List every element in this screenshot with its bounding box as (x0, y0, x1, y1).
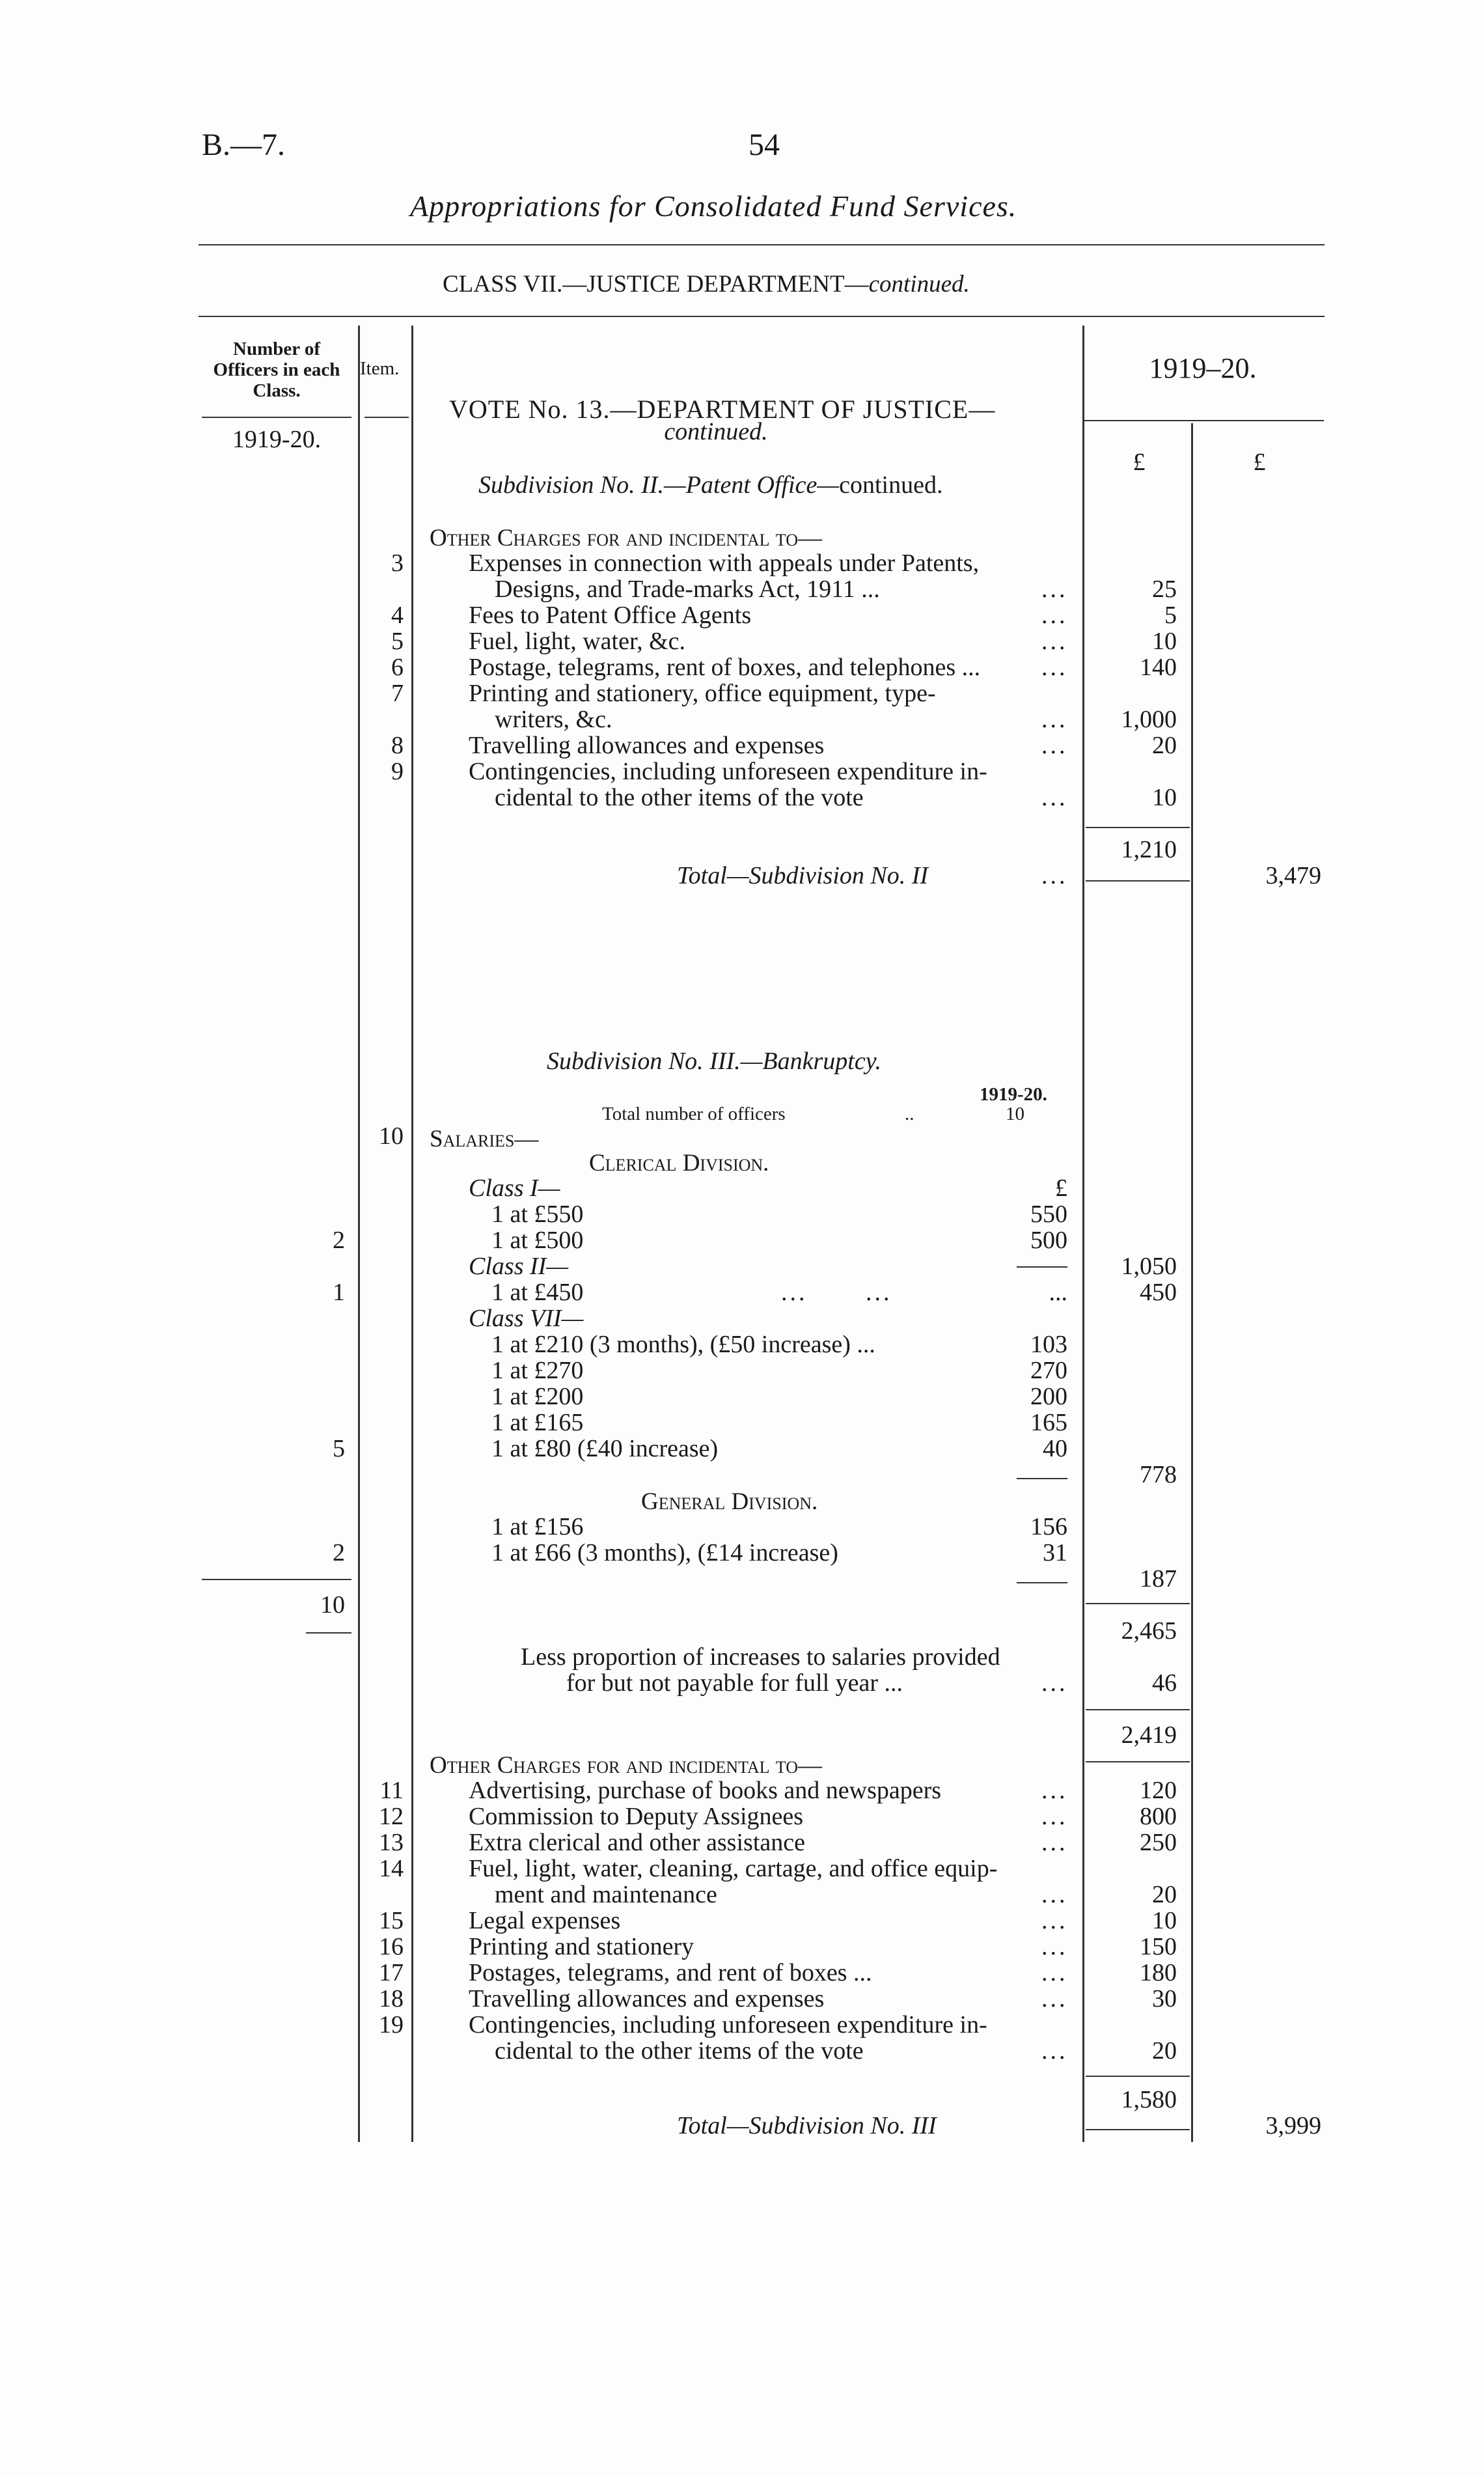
salary-row-label: 1 at £200 (491, 1383, 584, 1410)
leader-dots: ... (1041, 1829, 1068, 1856)
sub3-total-label: Total—Subdivision No. III (677, 2112, 937, 2139)
officers-column-header: Number of Officers in each Class. (213, 339, 340, 401)
net-salaries: 2,419 (1121, 1721, 1177, 1749)
item-amount: 140 (1140, 654, 1177, 681)
sub2-sum-rule (1086, 827, 1190, 828)
document-reference: B.—7. (202, 128, 286, 162)
subdivision-3-title: Subdivision No. III.—Bankruptcy. (547, 1048, 881, 1075)
sub3-officers-label: Total number of officers (602, 1104, 786, 1124)
less-proportion-amount: 46 (1152, 1669, 1177, 1697)
sub2-total-label: Total—Subdivision No. II (677, 862, 929, 889)
salaries-sum-rule (1086, 1603, 1190, 1604)
salary-row-label: 1 at £270 (491, 1357, 584, 1384)
salary-row-label: 1 at £156 (491, 1513, 584, 1540)
class-1-label: Class I— (469, 1175, 560, 1202)
sub3-salaries-item: 10 (379, 1122, 404, 1150)
leader-dots: ... (1041, 1803, 1068, 1830)
class-7-amount: 778 (1140, 1461, 1177, 1488)
sub3-year: 1919-20. (980, 1084, 1047, 1105)
general-amount: 187 (1140, 1565, 1177, 1593)
leader-dots: ... (1041, 2037, 1068, 2065)
leader-dots: ... (1041, 628, 1068, 655)
class-1-officers: 2 (333, 1227, 345, 1254)
salary-row-label: 1 at £66 (3 months), (£14 increase) (491, 1539, 838, 1566)
item-description-continued: cidental to the other items of the vote (495, 784, 864, 811)
less-proportion-line-1: Less proportion of increases to salaries provided (521, 1643, 1000, 1671)
sub3-total: 3,999 (1265, 2112, 1321, 2139)
salary-row-value: 200 (1030, 1383, 1067, 1410)
item-description: Postage, telegrams, rent of boxes, and telephones ... (469, 654, 981, 681)
sub3-sum-rule (1086, 2076, 1190, 2077)
class-7-officers: 5 (333, 1435, 345, 1462)
item-description: Fuel, light, water, cleaning, cartage, and office equip- (469, 1855, 998, 1882)
item-number: 13 (379, 1829, 404, 1856)
item-description: Postages, telegrams, and rent of boxes ... (469, 1959, 872, 1986)
item-number: 11 (379, 1777, 404, 1804)
sub3-salaries-label: Salaries— (430, 1126, 539, 1152)
sub3-sum: 1,580 (1121, 2086, 1177, 2113)
item-amount: 10 (1152, 784, 1177, 811)
item-amount: 250 (1140, 1829, 1177, 1856)
item-description: Advertising, purchase of books and newspapers (469, 1777, 942, 1804)
item-description: Extra clerical and other assistance (469, 1829, 805, 1856)
class-7-label: Class VII— (469, 1305, 584, 1332)
officers-total-rule-top (202, 1579, 351, 1580)
leader-dots: ... (1041, 576, 1068, 603)
officers-year-label: 1919-20. (232, 426, 322, 453)
year-header-rule (1084, 420, 1324, 421)
item-description: Fuel, light, water, &c. (469, 628, 686, 655)
item-amount: 120 (1140, 1777, 1177, 1804)
item-number: 8 (391, 732, 404, 759)
salary-row-value: 103 (1030, 1331, 1067, 1358)
leader-dots: ... (1041, 706, 1068, 733)
salary-row-value: 31 (1043, 1539, 1067, 1566)
item-description-continued: Designs, and Trade-marks Act, 1911 ... (495, 576, 880, 603)
item-amount: 1,000 (1121, 706, 1177, 733)
page-number: 54 (749, 128, 780, 162)
sub3-other-charges-heading: Other Charges for and incidental to— (430, 1752, 822, 1779)
item-amount: 20 (1152, 732, 1177, 759)
leader-dots: ... (1041, 1881, 1068, 1908)
item-amount: 5 (1164, 602, 1177, 629)
year-column-header: 1919–20. (1149, 352, 1257, 384)
item-description: Printing and stationery (469, 1933, 694, 1960)
table-top-rule (199, 316, 1325, 317)
item-number: 14 (379, 1855, 404, 1882)
item-number: 7 (391, 680, 404, 707)
item-description: Travelling allowances and expenses (469, 1985, 825, 2012)
leader-dots: ... (1041, 654, 1068, 681)
leader-dots: ... (1041, 1959, 1068, 1986)
item-number: 9 (391, 758, 404, 785)
item-amount: 20 (1152, 2037, 1177, 2065)
leader-dots: ... (1041, 1933, 1068, 1960)
general-officers: 2 (333, 1539, 345, 1566)
less-proportion-line-2: for but not payable for full year ... (566, 1669, 903, 1697)
item-description: Printing and stationery, office equipment, type- (469, 680, 936, 707)
general-rule (1017, 1582, 1067, 1583)
item-description: Contingencies, including unforeseen expenditure in- (469, 758, 987, 785)
salary-row-label: 1 at £550 (491, 1201, 584, 1228)
sub2-sum: 1,210 (1121, 836, 1177, 863)
item-number: 3 (391, 549, 404, 577)
column-divider-total (1191, 423, 1193, 2142)
leader-dots: ... (1041, 732, 1068, 759)
item-amount: 30 (1152, 1985, 1177, 2012)
item-amount: 10 (1152, 1907, 1177, 1934)
item-amount: 180 (1140, 1959, 1177, 1986)
sub2-other-charges-heading: Other Charges for and incidental to— (430, 525, 822, 551)
item-header-rule (364, 417, 409, 418)
item-number: 12 (379, 1803, 404, 1830)
salary-row-value: 40 (1043, 1435, 1067, 1462)
item-description-continued: writers, &c. (495, 706, 612, 733)
vote-title: VOTE No. 13.—DEPARTMENT OF JUSTICE— (449, 395, 996, 424)
officers-total-rule-bottom (306, 1632, 351, 1634)
salary-row-value: 270 (1030, 1357, 1067, 1384)
item-amount: 800 (1140, 1803, 1177, 1830)
running-title: Appropriations for Consolidated Fund Services. (410, 189, 1017, 223)
leader-dots: ... (1041, 784, 1068, 811)
item-column-header: Item. (360, 358, 400, 379)
item-number: 15 (379, 1907, 404, 1934)
class-2-row-label: 1 at £450 (491, 1279, 584, 1306)
item-number: 6 (391, 654, 404, 681)
sub3-pound-sign: £ (1055, 1175, 1067, 1202)
subdivision-2-title: Subdivision No. II.—Patent Office—continued. (478, 471, 943, 499)
item-description: Travelling allowances and expenses (469, 732, 825, 759)
sub2-total-rule (1086, 880, 1190, 882)
leader-dots: ... (1041, 1907, 1068, 1934)
item-description: Commission to Deputy Assignees (469, 1803, 804, 1830)
class-2-label: Class II— (469, 1253, 569, 1280)
item-amount: 25 (1152, 576, 1177, 603)
leader-dots: ... (1041, 1985, 1068, 2012)
salary-row-label: 1 at £210 (3 months), (£50 increase) ... (491, 1331, 875, 1358)
sub3-total-rule (1086, 2129, 1190, 2130)
net-salaries-rule-bottom (1086, 1761, 1190, 1762)
pound-heading-1: £ (1133, 449, 1146, 476)
officers-header-rule (202, 417, 351, 418)
item-description: Legal expenses (469, 1907, 621, 1934)
item-description: Contingencies, including unforeseen expenditure in- (469, 2011, 987, 2038)
pound-heading-2: £ (1253, 449, 1266, 476)
class-2-amount: 450 (1140, 1279, 1177, 1306)
column-divider-officers (358, 326, 360, 2142)
item-number: 18 (379, 1985, 404, 2012)
item-amount: 10 (1152, 628, 1177, 655)
item-amount: 20 (1152, 1881, 1177, 1908)
class-2-officers: 1 (333, 1279, 345, 1306)
clerical-division-label: Clerical Division. (589, 1150, 769, 1176)
salary-row-label: 1 at £165 (491, 1409, 584, 1436)
salary-row-label: 1 at £80 (£40 increase) (491, 1435, 719, 1462)
item-number: 19 (379, 2011, 404, 2038)
class-2-row-value: ... (1049, 1279, 1067, 1306)
header-rule (199, 244, 1325, 245)
net-salaries-rule (1086, 1709, 1190, 1710)
item-number: 17 (379, 1959, 404, 1986)
item-description: Expenses in connection with appeals under Patents, (469, 549, 980, 577)
class-1-amount: 1,050 (1121, 1253, 1177, 1280)
leader-dots: ... (1041, 602, 1068, 629)
item-description-continued: ment and maintenance (495, 1881, 717, 1908)
salaries-sum: 2,465 (1121, 1617, 1177, 1645)
class-1-rule (1017, 1266, 1067, 1268)
item-number: 5 (391, 628, 404, 655)
salary-row-value: 500 (1030, 1227, 1067, 1254)
leader-dots: ... (1041, 1777, 1068, 1804)
item-number: 4 (391, 602, 404, 629)
class-title: CLASS VII.—JUSTICE DEPARTMENT—continued. (443, 271, 970, 298)
total-officers: 10 (320, 1591, 345, 1619)
item-description-continued: cidental to the other items of the vote (495, 2037, 864, 2065)
class-7-rule (1017, 1478, 1067, 1479)
salary-row-label: 1 at £500 (491, 1227, 584, 1254)
general-division-label: General Division. (641, 1488, 818, 1515)
item-amount: 150 (1140, 1933, 1177, 1960)
salary-row-value: 156 (1030, 1513, 1067, 1540)
vote-continued: continued. (664, 418, 768, 445)
item-number: 16 (379, 1933, 404, 1960)
salary-row-value: 550 (1030, 1201, 1067, 1228)
salary-row-value: 165 (1030, 1409, 1067, 1436)
item-description: Fees to Patent Office Agents (469, 602, 752, 629)
sub2-total: 3,479 (1265, 862, 1321, 889)
column-divider-amount (1082, 326, 1084, 2142)
sub3-officers-count: 10 (1006, 1104, 1024, 1124)
column-divider-item (411, 326, 413, 2142)
